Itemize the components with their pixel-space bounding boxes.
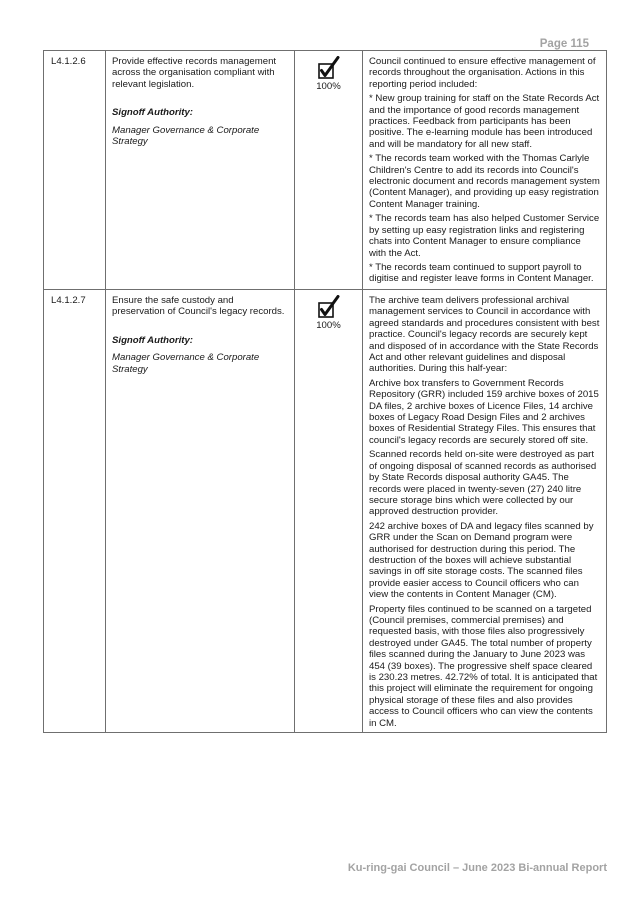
signoff-person: Manager Governance & Corporate Strategy [112, 124, 260, 148]
page-number: Page 115 [539, 38, 589, 50]
comment-paragraph: * The records team continued to support payroll to digitise and register leave forms in Content Manager. [369, 261, 594, 285]
comment-paragraph: * New group training for staff on the State Records Act and the importance of good records management practices. Feedback from participants has been positive. The e-learning module has been introduced and will be mandatory for all new staff. [369, 93, 600, 150]
records-management-table [43, 50, 607, 733]
comment-paragraph: Council continued to ensure effective management of records throughout the organisation. Actions in this reporting period included: [369, 56, 596, 90]
action-cell [106, 51, 295, 290]
comment-paragraph: 242 archive boxes of DA and legacy files scanned by GRR under the Scan on Demand program were authorised for destruction during this period. The destruction of the boxes will achieve substantial savings in off site storage costs. The scanned files provide easier access to Council officers who can view the contents in Content Manager (CM). [369, 520, 594, 601]
status-cell [295, 51, 363, 290]
comment-cell [363, 290, 607, 733]
comment-paragraph: Scanned records held on-site were destroyed as part of ongoing disposal of scanned records as authorised by State Records disposal authority GA45. The records were placed in twenty-seven (27) 240 litre secure storage bins which were collected by our approved destruction provider. [369, 449, 597, 518]
status-cell [295, 290, 363, 733]
signoff-person: Manager Governance & Corporate Strategy [112, 352, 260, 375]
report-footer: Ku-ring-gai Council – June 2023 Bi-annual Report [347, 862, 607, 874]
checkmark-box-icon [317, 295, 341, 319]
comment-paragraph: The archive team delivers professional archival management services to Council in accordance with agreed standards and procedures consistent with best practice. Council's legacy records are securely kept and disposed of in accordance with the State Records Act and other relevant guidelines and disposal authorities. During this half-year: [369, 295, 600, 375]
comment-paragraph: * The records team has also helped Customer Service by setting up easy registration links and registering chats into Content Manager to ensure compliance with the Act. [369, 213, 600, 259]
action-code: L4.1.2.6 [44, 51, 106, 290]
table-row [44, 290, 607, 733]
table-row [44, 51, 607, 290]
signoff-label: Signoff Authority: [112, 107, 193, 119]
comment-paragraph: * The records team worked with the Thomas Carlyle Children's Centre to add its records into Council's electronic document and records management system (Content Manager), and providing up easy registration Content Manager training. [369, 153, 600, 210]
comment-paragraph: Archive box transfers to Government Records Repository (GRR) included 159 archive boxes of 2015 DA files, 2 archive boxes of Licence Files, 14 archive boxes of Legacy Road Design Files and 2 archives boxes of Residential Strategy Files. This ensures that council's legacy records are securely stored off site. [369, 377, 599, 446]
action-code: L4.1.2.7 [44, 290, 106, 733]
action-cell [106, 290, 295, 733]
action-description: Ensure the safe custody and preservation of Council's legacy records. [112, 295, 285, 318]
action-description: Provide effective records management across the organisation compliant with relevant legislation. [112, 56, 277, 90]
checkmark-box-icon [317, 56, 341, 80]
comment-paragraph: Property files continued to be scanned on a targeted (Council premises, commercial premises) and requested basis, with those files also progressively destroyed under GA45. The total number of property files scanned during the January to June 2023 was 454 (39 boxes). The progressive shelf space cleared is 230.23 metres. 42.72% of total. It is anticipated that this project will eliminate the requirement for ongoing physical storage of these files and also provides access to Council officers who can view the contents in CM. [369, 603, 598, 729]
signoff-label: Signoff Authority: [112, 334, 193, 346]
completion-percent: 100% [316, 320, 341, 331]
comment-cell [363, 51, 607, 290]
completion-percent: 100% [316, 81, 341, 92]
